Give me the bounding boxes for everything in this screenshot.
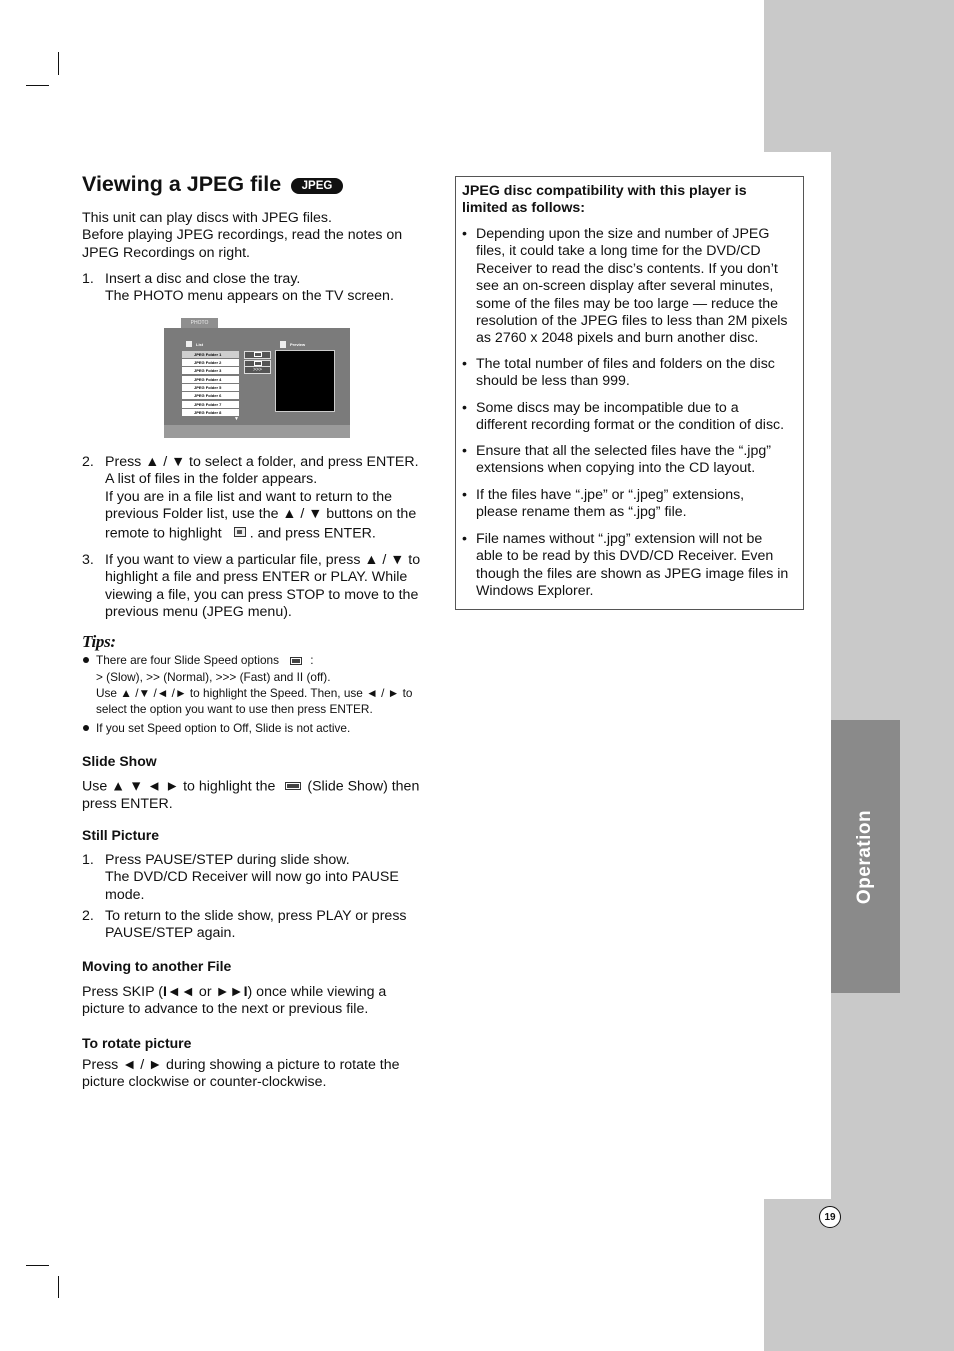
still-picture-heading: Still Picture	[82, 827, 160, 843]
slide-speed-icon	[290, 653, 302, 669]
folder-item[interactable]: JPEG Folder 8	[182, 409, 239, 416]
compat-bullet-1: Depending upon the size and number of JPEG files, it could take a long time for the DVD/CD Receiver to read the disc’s contents. If you don’t see an on-screen display after several minutes, some of the files may be too large — reduce the resolution of the JPEG files to less than 2M pixels as 2760 x 2048 pixels and burn another disc.	[476, 226, 788, 347]
list-label: List	[196, 342, 204, 347]
step-1-text: Insert a disc and close the tray. The PHOTO menu appears on the TV screen.	[105, 271, 394, 305]
step-number: 1.	[82, 852, 94, 868]
moving-heading: Moving to another File	[82, 958, 232, 974]
slide-show-text: Use ▲ ▼ ◄ ► to highlight the (Slide Show) then press ENTER.	[82, 778, 420, 812]
photo-menu-tab: PHOTO	[181, 318, 218, 328]
crop-mark	[26, 85, 49, 86]
page-title: Viewing a JPEG file	[82, 172, 282, 196]
list-icon	[186, 341, 192, 347]
step-number: 2.	[82, 908, 94, 924]
tip-1: There are four Slide Speed options : > (Slow), >> (Normal), >>> (Fast) and II (off). Use ▲ /▼ /◄ /► to highlight the Speed. Then, use ◄ / ► to select the option you want to use then press ENTER.	[96, 653, 413, 716]
jpeg-badge: JPEG	[291, 178, 343, 194]
crop-mark	[58, 1276, 59, 1298]
skip-next-icon: ►►I	[215, 984, 248, 1000]
folder-item[interactable]: JPEG Folder 4	[182, 376, 239, 383]
compat-bullet-2: The total number of files and folders on the disc should be less than 999.	[476, 356, 775, 390]
compat-bullet-3: Some discs may be incompatible due to a different recording format or the condition of disc.	[476, 400, 785, 434]
bullet-mark: •	[462, 531, 467, 547]
folder-item[interactable]: JPEG Folder 3	[182, 367, 239, 374]
bullet-mark: •	[462, 400, 467, 416]
slide-show-button[interactable]	[244, 351, 271, 359]
folder-item[interactable]: JPEG Folder 7	[182, 401, 239, 408]
rotate-heading: To rotate picture	[82, 1035, 192, 1051]
skip-prev-icon: I◄◄	[162, 984, 195, 1000]
intro-text: This unit can play discs with JPEG files. Before playing JPEG recordings, read the notes on JPEG Recordings on right.	[82, 210, 403, 261]
still-picture-item-2: To return to the slide show, press PLAY or press PAUSE/STEP again.	[105, 908, 407, 942]
step-3-text: If you want to view a particular file, press ▲ / ▼ to highlight a file and press ENTER or PLAY. While viewing a file, you can press STOP to move to the previous menu (JPEG menu).	[105, 552, 421, 621]
moving-text: Press SKIP (I◄◄ or ►►I) once while viewing a picture to advance to the next or previous file.	[82, 984, 387, 1018]
preview-icon	[280, 341, 286, 348]
step-number: 1.	[82, 271, 94, 287]
still-picture-item-1: Press PAUSE/STEP during slide show. The DVD/CD Receiver will now go into PAUSE mode.	[105, 852, 399, 903]
tip-2: If you set Speed option to Off, Slide is not active.	[96, 721, 351, 735]
compatibility-heading: JPEG disc compatibility with this player is limited as follows:	[462, 183, 747, 217]
folder-item[interactable]: JPEG Folder 1	[182, 351, 239, 358]
preview-label: Preview	[290, 342, 306, 347]
tips-heading: Tips:	[82, 632, 116, 651]
bullet-mark: •	[462, 226, 467, 242]
crop-mark	[58, 52, 59, 75]
bullet-mark: •	[462, 487, 467, 503]
step-number: 3.	[82, 552, 94, 568]
page-number: 19	[819, 1206, 841, 1228]
speed-select-button[interactable]: >>>	[244, 366, 271, 374]
bullet-mark: •	[462, 356, 467, 372]
step-2-text: Press ▲ / ▼ to select a folder, and press ENTER. A list of files in the folder appears. If you are in a file list and want to return to the previous Folder list, use the ▲ / ▼ buttons on the remote to highlight . and press ENTER.	[105, 454, 419, 542]
compat-bullet-6: File names without “.jpg” extension will not be able to be read by this DVD/CD Receiver. Even though the files are shown as JPEG image files in Windows Explorer.	[476, 531, 789, 600]
compat-bullet-4: Ensure that all the selected files have the “.jpg” extensions when copying into the CD layout.	[476, 443, 771, 477]
slide-show-icon	[285, 778, 301, 795]
folder-item[interactable]: JPEG Folder 5	[182, 384, 239, 391]
scroll-down-icon[interactable]: ▼	[234, 416, 239, 422]
bullet	[83, 657, 89, 663]
preview-window	[275, 350, 335, 412]
slide-show-heading: Slide Show	[82, 753, 157, 769]
side-frame-strip	[831, 152, 954, 1199]
section-tab-label: Operation	[854, 809, 876, 904]
folder-up-icon	[234, 525, 246, 542]
rotate-text: Press ◄ / ► during showing a picture to rotate the picture clockwise or counter-clockwise.	[82, 1057, 400, 1091]
side-frame-top	[764, 0, 954, 152]
compat-bullet-5: If the files have “.jpe” or “.jpeg” extensions, please rename them as “.jpg” file.	[476, 487, 745, 521]
folder-item[interactable]: JPEG Folder 6	[182, 392, 239, 399]
folder-item[interactable]: JPEG Folder 2	[182, 359, 239, 366]
side-frame-bottom	[764, 1199, 954, 1351]
crop-mark	[26, 1265, 49, 1266]
bullet	[83, 725, 89, 731]
photo-menu-footer	[164, 425, 350, 438]
bullet-mark: •	[462, 443, 467, 459]
step-number: 2.	[82, 454, 94, 470]
